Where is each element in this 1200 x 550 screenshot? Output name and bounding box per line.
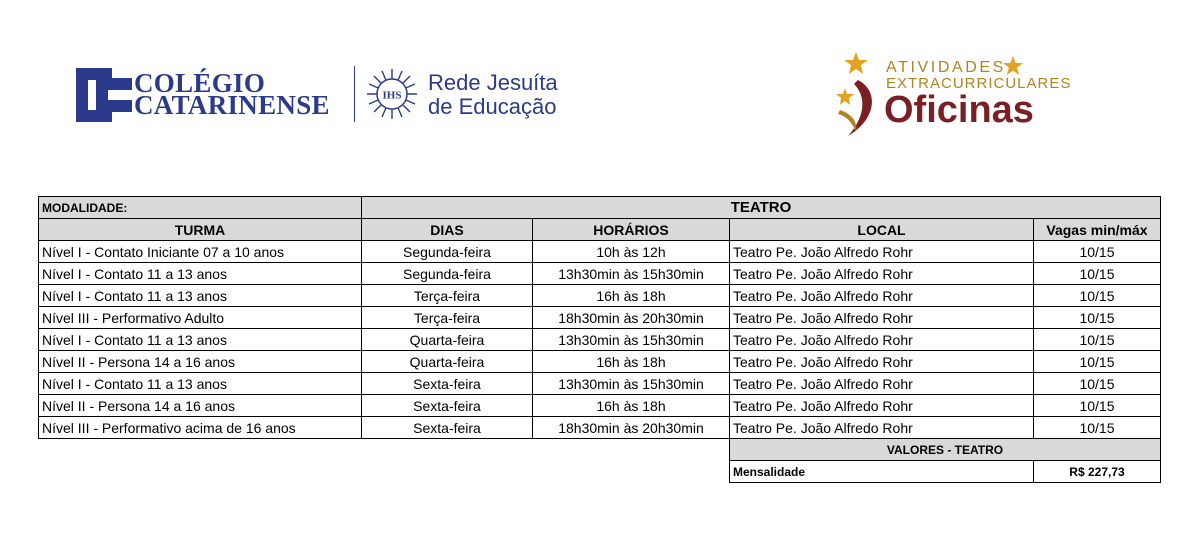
col-header-turma: TURMA — [39, 219, 362, 241]
table-row — [39, 307, 1161, 329]
cell-vagas: 10/15 — [1034, 307, 1161, 329]
mensalidade-amount: R$ 227,73 — [1034, 461, 1161, 483]
cell-local: Teatro Pe. João Alfredo Rohr — [730, 329, 1034, 351]
cell-dias: Sexta-feira — [362, 373, 533, 395]
col-header-dias: DIAS — [362, 219, 533, 241]
table-row — [39, 263, 1161, 285]
table-row — [39, 241, 1161, 263]
cell-local: Teatro Pe. João Alfredo Rohr — [730, 373, 1034, 395]
header-row — [39, 219, 1161, 241]
table-row — [39, 351, 1161, 373]
cell-vagas: 10/15 — [1034, 351, 1161, 373]
schedule-table — [38, 196, 1161, 483]
cell-vagas: 10/15 — [1034, 285, 1161, 307]
cell-turma: Nível I - Contato Iniciante 07 a 10 anos — [39, 241, 362, 263]
cell-turma: Nível I - Contato 11 a 13 anos — [39, 263, 362, 285]
cell-horarios: 10h às 12h — [533, 241, 730, 263]
modalidade-value: TEATRO — [362, 197, 1161, 219]
cell-vagas: 10/15 — [1034, 373, 1161, 395]
col-header-horarios: HORÁRIOS — [533, 219, 730, 241]
table-row — [39, 373, 1161, 395]
cell-vagas: 10/15 — [1034, 395, 1161, 417]
cell-turma: Nível I - Contato 11 a 13 anos — [39, 329, 362, 351]
logo-line-oficinas: Oficinas — [884, 89, 1034, 131]
col-header-vagas: Vagas min/máx — [1034, 219, 1161, 241]
seal-monogram: IHS — [382, 89, 402, 102]
cc-monogram-icon — [76, 68, 134, 122]
jesuit-seal-icon — [366, 68, 418, 120]
cell-dias: Segunda-feira — [362, 263, 533, 285]
cell-horarios: 13h30min às 15h30min — [533, 263, 730, 285]
colegio-catarinense-logo — [76, 66, 366, 126]
valores-title-row — [39, 439, 1161, 461]
table-row — [39, 417, 1161, 439]
cell-dias: Segunda-feira — [362, 241, 533, 263]
cell-horarios: 16h às 18h — [533, 351, 730, 373]
cell-turma: Nível II - Persona 14 a 16 anos — [39, 351, 362, 373]
network-name: Rede Jesuíta de Educação — [428, 70, 558, 119]
valores-row — [39, 461, 1161, 483]
cell-horarios: 16h às 18h — [533, 395, 730, 417]
cell-dias: Sexta-feira — [362, 395, 533, 417]
modalidade-label: MODALIDADE: — [39, 197, 362, 219]
col-header-local: LOCAL — [730, 219, 1034, 241]
cell-local: Teatro Pe. João Alfredo Rohr — [730, 417, 1034, 439]
logo-line-extracurriculares: EXTRACURRICULARES — [886, 75, 1072, 92]
cell-dias: Quarta-feira — [362, 329, 533, 351]
cell-dias: Terça-feira — [362, 307, 533, 329]
cell-horarios: 16h às 18h — [533, 285, 730, 307]
cell-horarios: 13h30min às 15h30min — [533, 329, 730, 351]
cell-turma: Nível III - Performativo acima de 16 anos — [39, 417, 362, 439]
atividades-extracurriculares-logo — [832, 50, 1072, 140]
table-row — [39, 285, 1161, 307]
mensalidade-label: Mensalidade — [730, 461, 1034, 483]
cell-horarios: 18h30min às 20h30min — [533, 307, 730, 329]
cell-horarios: 13h30min às 15h30min — [533, 373, 730, 395]
cell-turma: Nível I - Contato 11 a 13 anos — [39, 285, 362, 307]
cell-local: Teatro Pe. João Alfredo Rohr — [730, 307, 1034, 329]
cell-local: Teatro Pe. João Alfredo Rohr — [730, 263, 1034, 285]
cell-local: Teatro Pe. João Alfredo Rohr — [730, 351, 1034, 373]
cell-local: Teatro Pe. João Alfredo Rohr — [730, 395, 1034, 417]
cell-horarios: 18h30min às 20h30min — [533, 417, 730, 439]
modalidade-row — [39, 197, 1161, 219]
cell-vagas: 10/15 — [1034, 263, 1161, 285]
cell-vagas: 10/15 — [1034, 417, 1161, 439]
table-row — [39, 329, 1161, 351]
cell-dias: Terça-feira — [362, 285, 533, 307]
table-row — [39, 395, 1161, 417]
logo-divider — [354, 66, 355, 122]
star-swoosh-icon — [832, 50, 892, 140]
school-name: COLÉGIO CATARINENSE — [134, 68, 330, 120]
cell-turma: Nível III - Performativo Adulto — [39, 307, 362, 329]
cell-local: Teatro Pe. João Alfredo Rohr — [730, 285, 1034, 307]
cell-turma: Nível I - Contato 11 a 13 anos — [39, 373, 362, 395]
cell-dias: Sexta-feira — [362, 417, 533, 439]
cell-local: Teatro Pe. João Alfredo Rohr — [730, 241, 1034, 263]
valores-title: VALORES - TEATRO — [730, 439, 1161, 461]
cell-vagas: 10/15 — [1034, 329, 1161, 351]
cell-turma: Nível II - Persona 14 a 16 anos — [39, 395, 362, 417]
star-icon — [1002, 55, 1024, 77]
cell-vagas: 10/15 — [1034, 241, 1161, 263]
logo-line-atividades: ATIVIDADES — [886, 59, 1006, 76]
cell-dias: Quarta-feira — [362, 351, 533, 373]
